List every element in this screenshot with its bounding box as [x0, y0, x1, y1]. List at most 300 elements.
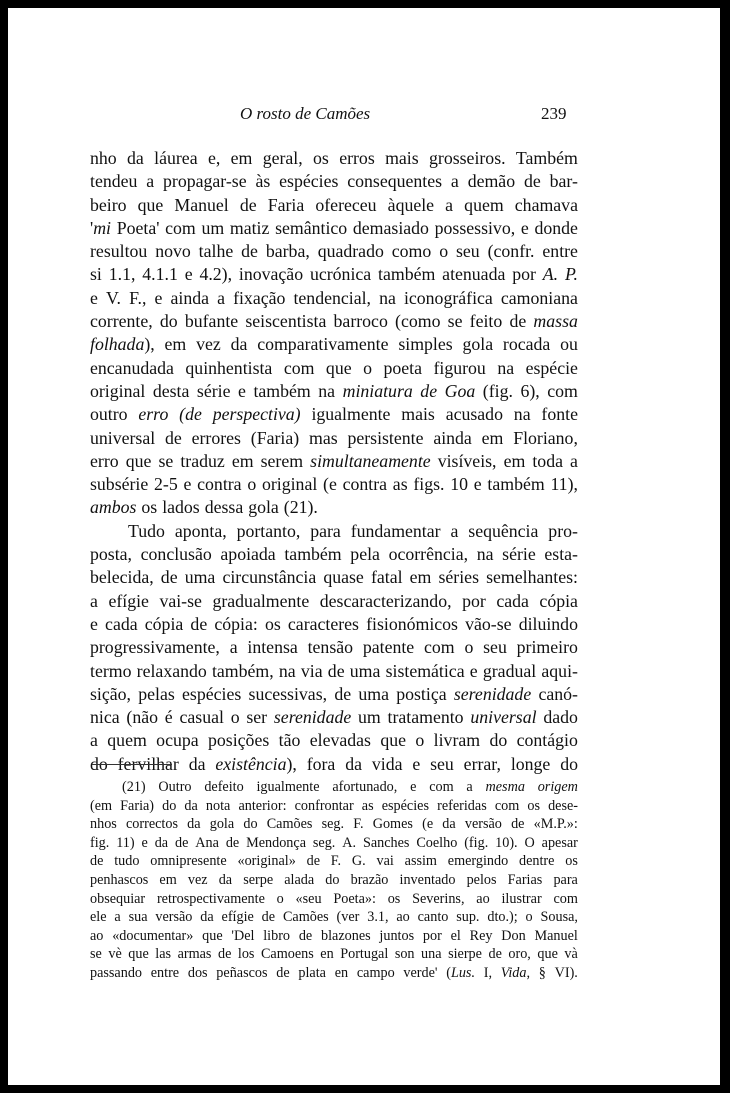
- text-line: [90, 660, 578, 683]
- text-word: do: [243, 816, 258, 833]
- text-word: esta-: [544, 544, 578, 565]
- text-word: da: [230, 334, 248, 355]
- text-word: do: [159, 311, 178, 332]
- text-word: G.: [351, 853, 366, 870]
- text-word: também: [253, 380, 311, 401]
- text-word: brazão: [350, 871, 389, 888]
- text-word: da: [218, 871, 233, 888]
- text-word: entre: [150, 964, 180, 981]
- text-word: sua: [128, 909, 148, 926]
- text-word: ou: [560, 334, 578, 355]
- text-word: Poeta': [116, 217, 160, 238]
- text-word: progressivamente,: [90, 637, 220, 658]
- text-word: uma: [358, 683, 389, 704]
- text-word: em: [503, 450, 526, 471]
- text-word: Manuel: [174, 194, 229, 215]
- text-word: vão-se: [465, 613, 512, 634]
- text-word: que: [128, 946, 149, 963]
- text-word: espécies: [182, 683, 242, 704]
- text-word: plata: [298, 964, 326, 981]
- text-word: serenidade: [453, 683, 532, 704]
- text-word: fundamentar: [350, 520, 441, 541]
- text-word: de: [306, 853, 320, 870]
- text-word: por: [512, 264, 536, 285]
- text-word: 2-5: [154, 474, 178, 495]
- text-word: I,: [483, 964, 493, 981]
- text-word: son: [394, 946, 415, 963]
- text-word: que: [202, 927, 223, 944]
- text-word: os: [565, 853, 578, 870]
- text-word: que: [380, 730, 407, 751]
- text-word: os: [264, 613, 281, 634]
- text-word: de: [334, 683, 352, 704]
- text-word: dessa: [204, 497, 244, 518]
- text-word: peñascos: [216, 964, 268, 981]
- text-word: seg.: [312, 834, 336, 851]
- text-word: cópia:: [214, 613, 258, 634]
- text-word: em: [230, 148, 253, 168]
- text-word: contra: [342, 474, 388, 495]
- text-word: posições: [208, 730, 270, 751]
- text-word: intensa: [247, 637, 298, 658]
- text-word: Poeta»:: [333, 890, 376, 907]
- text-word: (21).: [283, 497, 318, 518]
- text-word: de: [509, 311, 527, 332]
- footnote-line: [90, 834, 578, 853]
- text-word: longe: [510, 753, 551, 774]
- footnotes: [90, 778, 578, 983]
- text-word: Gomes: [372, 816, 413, 833]
- text-word: fora: [306, 753, 336, 774]
- text-word: figurou: [433, 357, 486, 378]
- text-word: portanto,: [236, 520, 301, 541]
- text-word: mais: [385, 148, 419, 168]
- text-word: una: [421, 946, 442, 963]
- text-line: [90, 706, 578, 729]
- text-word: blazones: [321, 927, 371, 944]
- text-word: de: [523, 171, 541, 192]
- text-word: sucessivas,: [248, 683, 328, 704]
- text-word: resultou: [90, 241, 148, 262]
- footnote-divider: [92, 764, 172, 765]
- text-word: confrontar: [294, 797, 354, 814]
- text-word: descaracterizando,: [319, 590, 452, 611]
- text-word: se: [90, 946, 102, 963]
- text-word: quem: [464, 194, 504, 215]
- text-word: Sanches: [362, 834, 410, 851]
- text-word: libro: [263, 927, 291, 944]
- text-word: a: [146, 171, 155, 192]
- text-word: desta: [152, 380, 190, 401]
- text-word: de: [241, 241, 258, 262]
- text-word: afortunado,: [332, 779, 398, 795]
- text-word: Também: [515, 148, 578, 168]
- text-word: Don: [501, 927, 526, 944]
- text-word: 11): [116, 834, 135, 851]
- text-line: [90, 170, 578, 193]
- text-word: e: [410, 779, 417, 795]
- text-line: [90, 427, 578, 450]
- text-word: na: [318, 380, 336, 401]
- text-line: [90, 194, 578, 217]
- text-word: postiça: [396, 683, 447, 704]
- text-word: (e: [323, 474, 337, 495]
- text-line: [90, 147, 578, 170]
- text-word: conclusão: [140, 544, 212, 565]
- text-word: erro: [90, 450, 119, 471]
- text-word: de: [217, 946, 232, 963]
- text-word: livram: [433, 730, 481, 751]
- text-word: Camoens: [260, 946, 314, 963]
- text-word: 10: [450, 474, 469, 495]
- text-word: defeito: [204, 779, 244, 795]
- main-text: [90, 147, 578, 776]
- text-word: as: [361, 797, 374, 814]
- text-word: versão: [464, 816, 502, 833]
- text-word: vez: [196, 334, 221, 355]
- text-word: barba,: [265, 241, 310, 262]
- text-line: [90, 380, 578, 403]
- text-word: os: [527, 797, 540, 814]
- text-word: mais: [401, 404, 435, 425]
- text-word: semântico: [275, 217, 348, 238]
- text-line: [90, 496, 578, 519]
- text-word: elevadas: [309, 730, 371, 751]
- text-word: e: [154, 287, 163, 308]
- text-word: com: [283, 357, 315, 378]
- text-word: a: [466, 779, 473, 795]
- text-line: [90, 543, 578, 566]
- text-word: ser: [246, 707, 268, 728]
- text-line: [90, 520, 578, 543]
- text-word: «documentar»: [112, 927, 194, 944]
- text-word: a: [450, 171, 459, 192]
- text-word: nota: [205, 797, 231, 814]
- text-word: tão: [278, 730, 301, 751]
- text-line: [90, 217, 578, 240]
- text-word: (de: [179, 404, 202, 425]
- text-word: 11),: [550, 474, 578, 495]
- text-word: (fig.: [482, 380, 513, 401]
- text-word: vez: [187, 871, 208, 888]
- text-word: o: [276, 890, 284, 907]
- text-word: serenidade: [273, 707, 352, 728]
- text-word: uma: [349, 660, 381, 681]
- text-word: do: [162, 797, 177, 814]
- text-word: para: [553, 871, 578, 888]
- text-word: com: [547, 380, 578, 401]
- text-word: de: [298, 927, 313, 944]
- text-word: efígie: [108, 590, 149, 611]
- text-word: Rey: [469, 927, 493, 944]
- text-word: fonte: [541, 404, 578, 425]
- text-word: cada: [496, 590, 529, 611]
- text-word: sierpe: [448, 946, 482, 963]
- text-word: cópia: [144, 613, 184, 634]
- text-word: belecida,: [90, 567, 154, 588]
- text-word: gola: [209, 816, 235, 833]
- text-word: o: [363, 357, 372, 378]
- text-word: tratamento: [387, 707, 464, 728]
- text-word: quinhentista: [185, 357, 273, 378]
- footnote-line: [90, 927, 578, 946]
- text-word: ainda: [170, 287, 209, 308]
- text-word: às: [255, 171, 271, 192]
- text-word: Sousa,: [540, 909, 578, 926]
- footnote-line: [90, 945, 578, 964]
- text-line: [90, 357, 578, 380]
- text-word: và: [564, 946, 578, 963]
- text-word: patente: [362, 637, 415, 658]
- text-word: os: [313, 148, 329, 168]
- text-word: correctos: [125, 816, 178, 833]
- text-word: de: [511, 816, 525, 833]
- text-line: [90, 403, 578, 426]
- text-word: serpe: [243, 871, 274, 888]
- text-word: também: [487, 474, 545, 495]
- text-word: nho: [90, 148, 117, 168]
- text-word: verde': [403, 964, 438, 981]
- text-word: ocupa: [156, 730, 199, 751]
- text-word: original: [90, 380, 146, 401]
- text-word: acusado: [445, 404, 503, 425]
- text-word: Camões: [282, 909, 329, 926]
- text-word: A.: [542, 264, 559, 285]
- text-word: original: [261, 474, 318, 495]
- text-word: na: [497, 357, 515, 378]
- text-word: pelas: [138, 683, 175, 704]
- text-word: gola: [248, 497, 279, 518]
- text-word: e: [473, 474, 482, 495]
- text-word: ainda: [433, 427, 472, 448]
- text-word: VI).: [554, 964, 578, 981]
- text-word: feito: [469, 311, 503, 332]
- text-word: geral,: [262, 148, 303, 168]
- text-word: mesma: [485, 779, 525, 795]
- text-line: [90, 729, 578, 752]
- text-word: errores: [191, 427, 241, 448]
- text-word: (confr.: [487, 241, 535, 262]
- text-word: barroco: [333, 311, 388, 332]
- text-word: a: [90, 730, 98, 751]
- text-word: e,: [207, 148, 221, 168]
- text-word: àquele: [387, 194, 435, 215]
- text-word: ele: [90, 909, 107, 926]
- text-word: «seu: [295, 890, 322, 907]
- text-word: 3.1,: [367, 909, 389, 926]
- text-word: grosseiros.: [429, 148, 506, 168]
- text-word: beiro: [90, 194, 127, 215]
- text-line: [90, 473, 578, 496]
- text-word: dado: [543, 707, 578, 728]
- text-word: para: [310, 520, 341, 541]
- text-word: fervilhar: [117, 753, 179, 774]
- text-word: atenuada: [442, 264, 506, 285]
- text-word: sição,: [90, 683, 131, 704]
- text-word: bufante: [184, 311, 239, 332]
- text-word: na: [278, 660, 296, 681]
- footnote-line: [90, 890, 578, 909]
- text-word: Floriano,: [513, 427, 578, 448]
- text-word: universal: [470, 707, 537, 728]
- text-word: Vida,: [500, 964, 531, 981]
- text-line: [90, 613, 578, 636]
- text-word: (fig.: [464, 834, 489, 851]
- text-word: em: [164, 334, 187, 355]
- text-word: ao: [476, 890, 490, 907]
- text-word: dentre: [518, 853, 555, 870]
- text-word: se: [158, 450, 174, 471]
- text-word: referidas: [437, 797, 487, 814]
- text-word: de: [276, 964, 290, 981]
- text-word: em: [481, 427, 504, 448]
- text-word: errar,: [463, 753, 501, 774]
- text-word: Ana: [195, 834, 219, 851]
- text-word: séries: [438, 567, 479, 588]
- text-word: massa: [533, 311, 578, 332]
- text-word: chamava: [514, 194, 578, 215]
- text-word: entre: [542, 241, 578, 262]
- text-word: na: [513, 404, 531, 425]
- text-line: [90, 263, 578, 286]
- text-word: armas: [177, 946, 212, 963]
- text-word: matiz: [229, 217, 270, 238]
- text-word: as: [392, 474, 408, 495]
- text-word: e: [412, 753, 421, 774]
- text-word: el: [450, 927, 461, 944]
- text-word: e: [183, 474, 192, 495]
- text-word: da: [345, 753, 362, 774]
- text-word: donde: [534, 217, 578, 238]
- text-word: talhe: [198, 241, 234, 262]
- text-word: los: [237, 946, 255, 963]
- text-word: e: [184, 264, 193, 285]
- text-word: Mendonça: [246, 834, 306, 851]
- text-word: de: [90, 853, 104, 870]
- text-word: o: [230, 707, 240, 728]
- text-word: série: [502, 544, 536, 565]
- running-head: [8, 104, 720, 126]
- text-word: contra: [197, 474, 242, 495]
- text-word: e: [90, 613, 98, 634]
- text-word: igualmente: [311, 404, 391, 425]
- text-word: o: [464, 637, 474, 658]
- text-word: diluindo: [518, 613, 578, 634]
- footnote-line: [90, 778, 578, 797]
- text-word: V.: [105, 287, 121, 308]
- text-word: com: [424, 637, 455, 658]
- text-word: e: [469, 660, 478, 681]
- text-word: em: [231, 450, 254, 471]
- text-word: semelhantes:: [486, 567, 578, 588]
- text-word: contágio: [516, 730, 578, 751]
- text-line: [90, 590, 578, 613]
- text-word: passando: [90, 964, 143, 981]
- text-word: o: [247, 474, 257, 495]
- text-word: canto: [417, 909, 449, 926]
- text-word: poeta: [383, 357, 422, 378]
- text-word: de: [160, 567, 178, 588]
- text-word: Faria: [267, 194, 305, 215]
- text-word: espécies: [381, 797, 429, 814]
- text-word: quem: [107, 730, 147, 751]
- text-word: aqui-: [541, 660, 578, 681]
- text-word: gradual: [482, 660, 537, 681]
- text-word: pelos: [466, 871, 497, 888]
- text-word: vida: [371, 753, 403, 774]
- text-word: ocorrência,: [388, 544, 469, 565]
- text-word: 10).: [495, 834, 518, 851]
- text-word: nica: [90, 707, 120, 728]
- text-word: o: [525, 909, 533, 926]
- text-word: alada: [284, 871, 315, 888]
- text-line: [90, 636, 578, 659]
- text-word: omnipresente: [150, 853, 227, 870]
- text-word: os: [387, 890, 401, 907]
- text-word: origem: [537, 779, 578, 795]
- text-word: e: [141, 834, 148, 851]
- text-line: [90, 683, 578, 706]
- text-word: seu: [455, 241, 480, 262]
- text-word: Severins,: [412, 890, 465, 907]
- text-word: 6),: [520, 380, 540, 401]
- text-word: (ver: [336, 909, 360, 926]
- text-word: canó-: [538, 683, 578, 704]
- text-word: a: [450, 520, 459, 541]
- text-word: Manuel: [534, 927, 578, 944]
- text-word: «original»: [237, 853, 296, 870]
- text-line: [90, 566, 578, 589]
- text-word: efígie: [221, 909, 254, 926]
- text-word: iconográfica: [403, 287, 493, 308]
- text-word: propagar-se: [163, 171, 247, 192]
- text-word: tendencial,: [293, 287, 371, 308]
- text-word: cada: [105, 613, 138, 634]
- text-word: vai-se: [159, 590, 202, 611]
- text-word: erros: [339, 148, 375, 168]
- text-word: novo: [155, 241, 191, 262]
- text-word: consequentes: [347, 171, 443, 192]
- text-word: do: [560, 753, 578, 774]
- text-word: quase: [323, 567, 364, 588]
- footnote-line: [90, 815, 578, 834]
- text-word: A.: [342, 834, 357, 851]
- text-word: ofereceu: [315, 194, 377, 215]
- text-word: vè: [108, 946, 122, 963]
- text-word: Outro: [158, 779, 192, 795]
- text-word: O: [524, 834, 535, 851]
- text-word: comparativamente: [257, 334, 389, 355]
- text-word: relaxando: [136, 660, 207, 681]
- text-word: os: [141, 497, 158, 518]
- text-word: Farias: [507, 871, 543, 888]
- text-word: campo: [356, 964, 395, 981]
- text-line: [90, 450, 578, 473]
- text-word: caracteres: [287, 613, 359, 634]
- text-word: fisionómicos: [366, 613, 458, 634]
- text-word: mas: [308, 427, 338, 448]
- text-word: sequência: [468, 520, 539, 541]
- text-word: um: [358, 707, 381, 728]
- text-word: erro: [138, 404, 169, 425]
- text-word: seiscentista: [245, 311, 327, 332]
- text-word: penhascos: [90, 871, 149, 888]
- text-word: por: [422, 927, 442, 944]
- text-word: 'mi: [90, 217, 111, 238]
- text-word: casual: [179, 707, 224, 728]
- text-word: juntos: [379, 927, 415, 944]
- text-word: de: [165, 427, 182, 448]
